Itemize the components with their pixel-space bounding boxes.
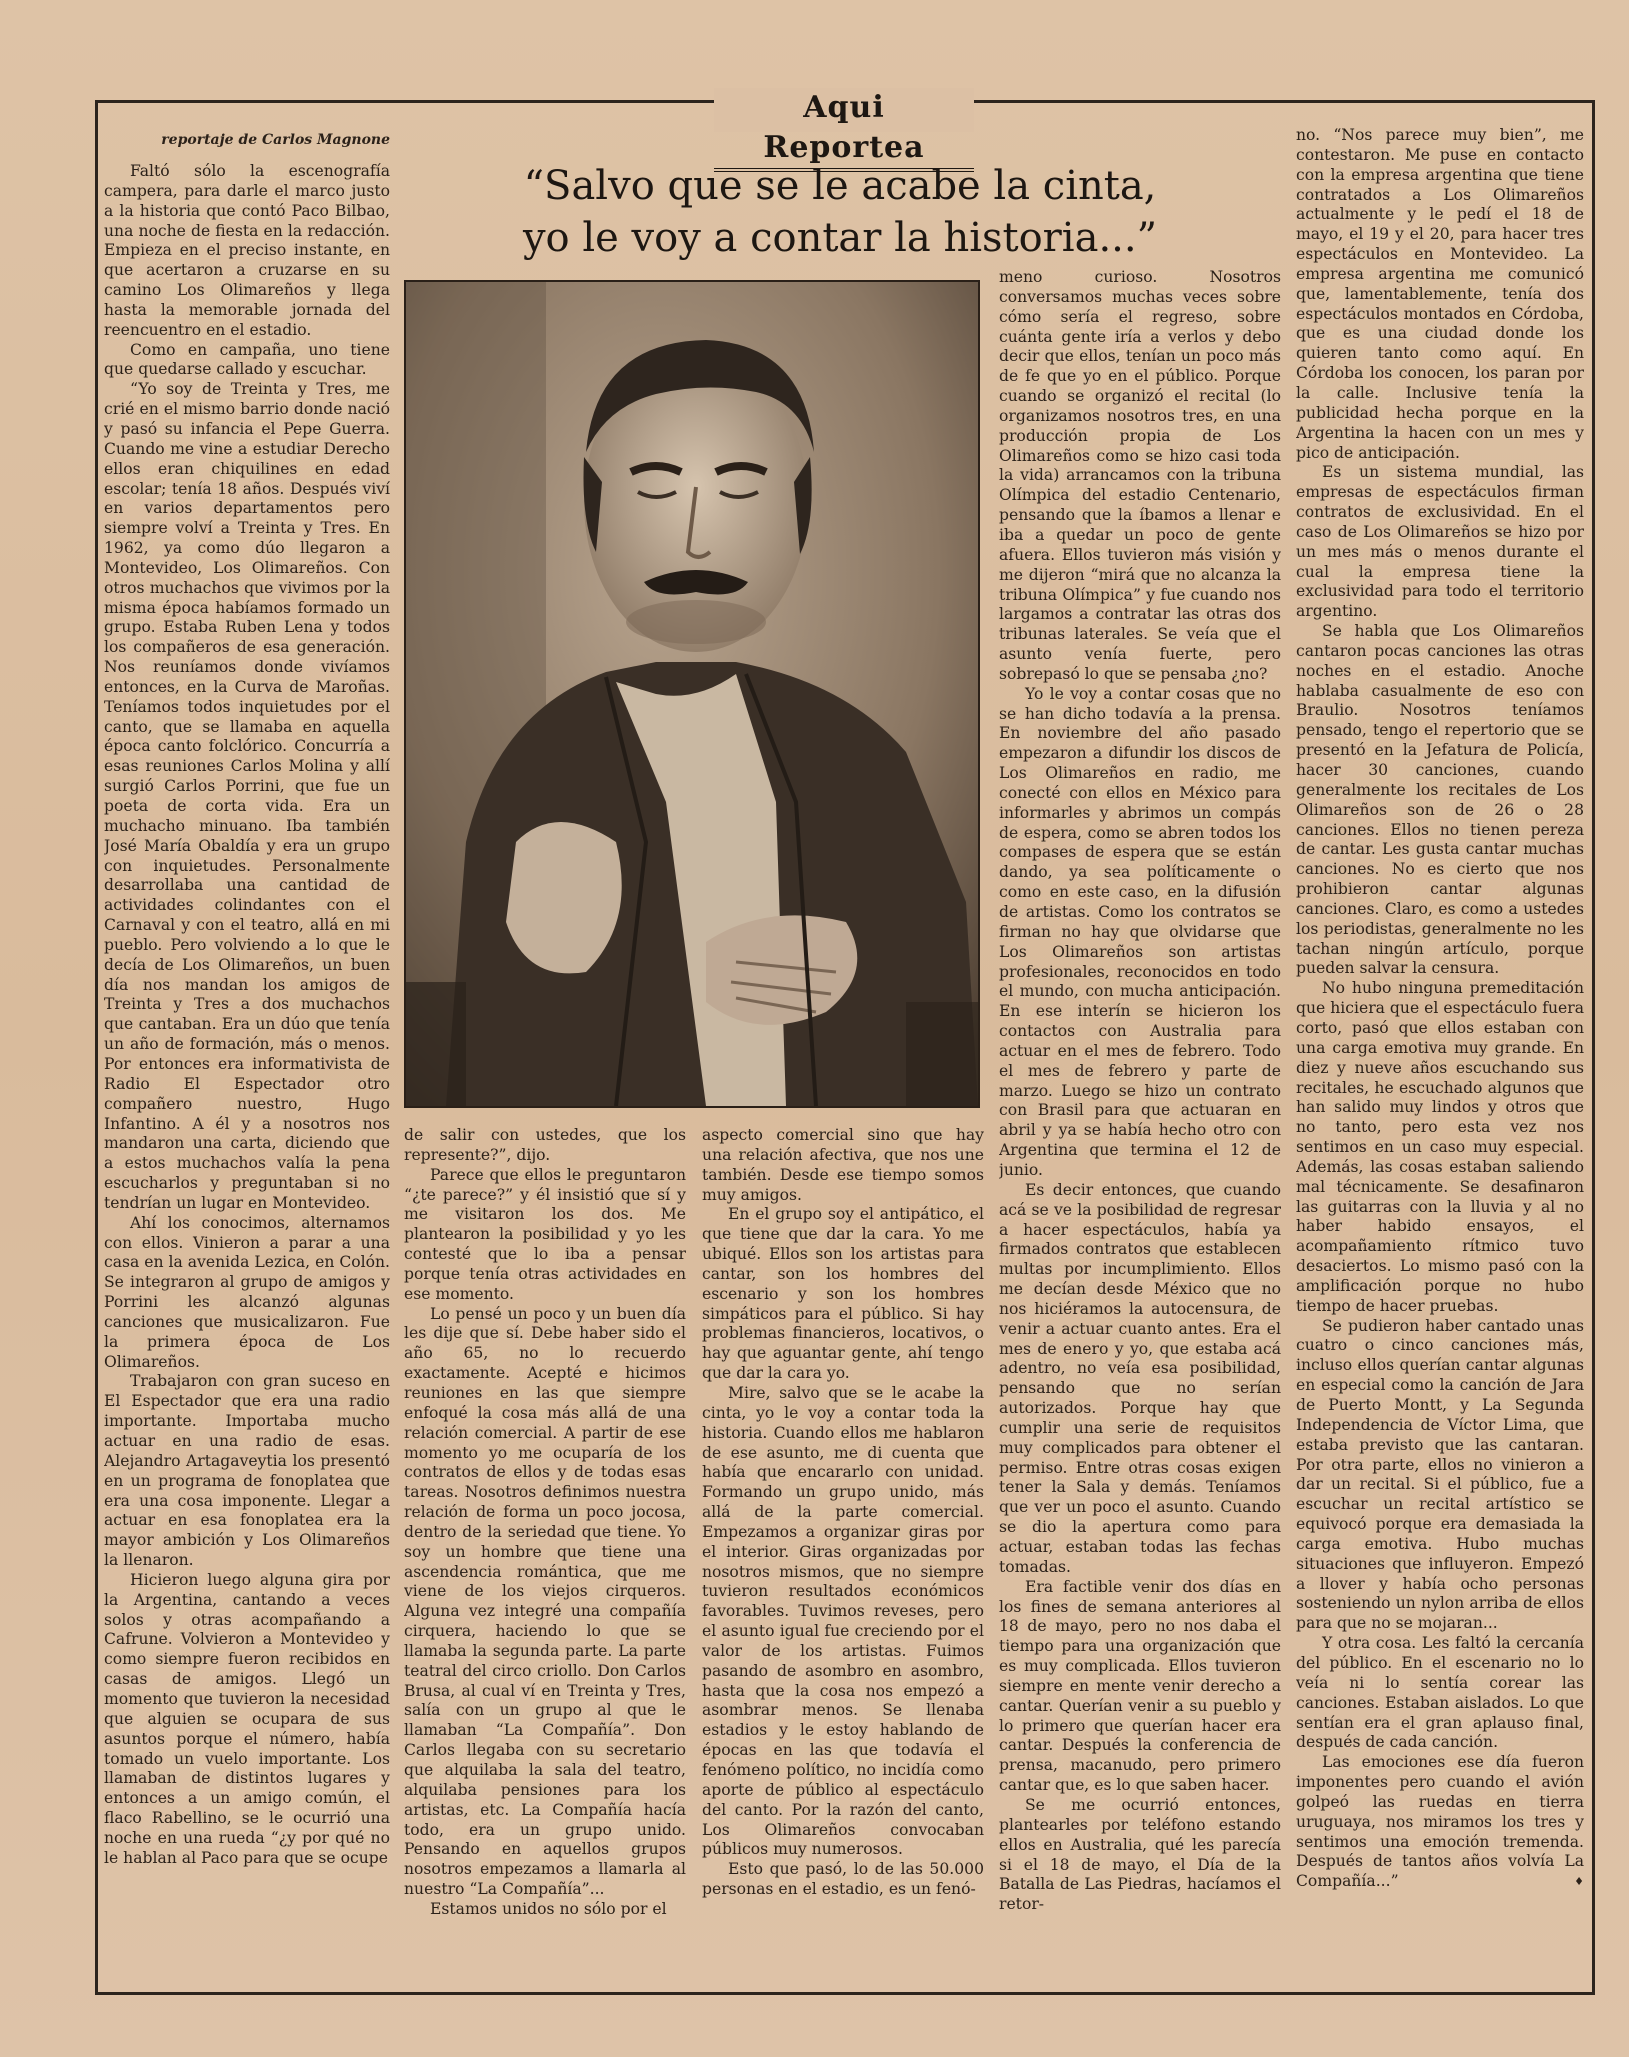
paragraph: no. “Nos parece muy bien”, me contestaron. Me puse en contacto con la empresa argentina que tiene contratados a Los Olimareños actualmente y le pedí el 18 de mayo, el 19 y el 20, para hacer tres espectáculos en Montevideo. La empresa argentina me comunicó que, lamentablemente, tenía dos espectáculos montados en Córdoba, que es una ciudad donde los quieren tanto como aquí. En Córdoba los conocen, los paran por la calle. Inclusive tenía la publicidad hecha porque en la Argentina la hacen con un mes y pico de anticipación. — [1296, 126, 1584, 462]
paragraph: “Yo soy de Treinta y Tres, me crié en el mismo barrio donde nació y pasó su infancia el Pepe Guerra. Cuando me vine a estudiar Derecho ellos eran chiquilines en edad escolar; tenía 18 años. Después viví en varios departamentos pero siempre volví a Treinta y Tres. En 1962, ya como dúo llegaron a Montevideo, Los Olimareños. Con otros muchachos que vivimos por la misma época habíamos formado un grupo. Estaba Ruben Lena y todos los compañeros de esa generación. Nos reuníamos donde vivíamos entonces, en la Curva de Maroñas. Teníamos todos inquietudes por el canto, que se llamaba en aquella época canto folclórico. Concurría a esas reuniones Carlos Molina y allí surgió Carlos Porrini, que fue un poeta de corta vida. Era un muchacho minuano. Iba también José María Obaldía y era un grupo con inquietudes. Personalmente desarrollaba una cantidad de actividades colindantes con el Carnaval y con el teatro, allá en mi pueblo. Pero volviendo a lo que le decía de Los Olimareños, un buen día nos mandan los amigos de Treinta y Tres a dos muchachos que cantaban. Era un dúo que tenía un año de formación, más o menos. Por entonces era informativista de Radio El Espectador otro compañero nuestro, Hugo Infantino. A él y a nosotros nos mandaron una carta, diciendo que a estos muchachos valía la pena escucharlos y preguntaban si no tendrían un lugar en Montevideo. — [104, 380, 390, 1212]
paragraph: Hicieron luego alguna gira por la Argentina, cantando a veces solos y otras acompañando a Cafrune. Volvieron a Montevideo y como siempre fueron recibidos en casas de amigos. Llegó un momento que tuvieron la necesidad que alguien se ocupara de sus asuntos porque el número, había tomado un vuelo importante. Los llamaban de distintos lugares y entonces a un amigo común, el flaco Rabellino, se le ocurrió una noche en una rueda “¿y por qué no le hablan al Paco para que se ocupe — [104, 1570, 390, 1867]
paragraph: Es decir entonces, que cuando acá se ve la posibilidad de regresar a hacer espectáculos, había ya firmados contratos que establecen multas por incumplimiento. Ellos me decían desde México que no nos hiciéramos la autocensura, de venir a actuar cuanto antes. Era el mes de enero y yo, que estaba acá adentro, no veía esa posibilidad, pensando que no serían autorizados. Porque hay que cumplir una serie de requisitos muy complicados para obtener el permiso. Entre otras cosas exigen tener la Sala y demás. Teníamos que ver un poco el asunto. Cuando se dio la apertura como para actuar, estaban todas las fechas tomadas. — [999, 1180, 1281, 1576]
closing-paragraph-text: Las emociones ese día fueron imponentes pero cuando el avión golpeó las ruedas en tierra uruguaya, nos miramos los tres y sentimos una emoción tremenda. Después de tantos años volvía La Compañía...” — [1296, 1753, 1584, 1891]
paragraph: En el grupo soy el antipático, el que tiene que dar la cara. Yo me ubiqué. Ellos son los artistas para cantar, son los hombres del escenario y son los hombres simpáticos para el público. Si hay problemas financieros, locativos, o hay que aguantar gente, ahí tengo que dar la cara yo. — [702, 1205, 984, 1383]
paragraph: Parece que ellos le preguntaron “¿te parece?” y él insistió que sí y me visitaron los dos. Me plantearon la posibilidad y yo les contesté que lo iba a pensar porque tenía otras actividades en ese momento. — [404, 1165, 686, 1303]
article-column-2 — [404, 1126, 686, 1984]
paragraph: Esto que pasó, lo de las 50.000 personas en el estadio, es un fenó- — [702, 1860, 984, 1899]
paragraph: Lo pensé un poco y un buen día les dije que sí. Debe haber sido el año 65, no lo recuerdo exactamente. Acepté e hicimos reuniones en las que siempre enfoqué la cosa más allá de una relación comercial. A partir de ese momento yo me ocuparía de los contratos de ellos y de todas esas tareas. Nosotros definimos nuestra relación de forma un poco jocosa, dentro de la seriedad que tiene. Yo soy un hombre que tiene una ascendencia romántica, que me viene de los viejos cirqueros. Alguna vez integré una compañía cirquera, haciendo lo que se llamaba la segunda parte. La parte teatral del circo criollo. Don Carlos Brusa, al cual ví en Treinta y Tres, salía con un grupo al que le llamaban “La Compañía”. Don Carlos llegaba con su secretario que alquilaba la sala del teatro, alquilaba pensiones para los artistas, etc. La Compañía hacía todo, era un grupo unido. Pensando en aquellos grupos nosotros empezamos a llamarla al nuestro “La Compañía”... — [404, 1304, 686, 1899]
paragraph: aspecto comercial sino que hay una relación afectiva, que nos une también. Desde ese tiempo somos muy amigos. — [702, 1126, 984, 1204]
paragraph: de salir con ustedes, que los represente?”, dijo. — [404, 1126, 686, 1164]
end-mark-icon: ♦ — [1574, 1875, 1584, 1889]
paragraph: Faltó sólo la escenografía campera, para darle el marco justo a la historia que contó Paco Bilbao, una noche de fiesta en la redacción. Empieza en el preciso instante, en que acertaron a cruzarse en su camino Los Olimareños y llega hasta la memorable jornada del reencuentro en el estadio. — [104, 162, 390, 339]
article-column-4 — [999, 268, 1281, 1984]
portrait-illustration — [406, 282, 978, 1106]
paragraph: Estamos unidos no sólo por el — [430, 1899, 667, 1918]
headline-line-2: yo le voy a contar la historia...” — [522, 215, 1158, 261]
paragraph: Era factible venir dos días en los fines de semana anteriores al 18 de mayo, pero no nos daba el tiempo para una organización que es muy complicada. Ellos tuvieron siempre en mente venir derecho a cantar. Querían venir a su pueblo y lo primero que querían hacer era cantar. Después la conferencia de prensa, macanudo, pero primero cantar que, es lo que saben hacer. — [999, 1577, 1281, 1795]
paragraph: Yo le voy a contar cosas que no se han dicho todavía a la prensa. En noviembre del año pasado empezaron a difundir los discos de Los Olimareños en radio, me conecté con ellos en México para informarles y abrimos un compás de espera, como se abren todos los compases de espera que se están dando, ya sea políticamente o como en este caso, en la difusión de artistas. Como los contratos se firman no hay que olvidarse que Los Olimareños son artistas profesionales, reconocidos en todo el mundo, con mucha anticipación. En ese interín se hicieron los contactos con Australia para actuar en el mes de febrero. Todo el mes de febrero y parte de marzo. Luego se hizo un contrato con Brasil para que actuaran en abril y ya se había hecho otro con Argentina que termina el 12 de junio. — [999, 684, 1281, 1179]
article-column-1 — [104, 162, 390, 1982]
paragraph: Mire, salvo que se le acabe la cinta, yo le voy a contar toda la historia. Cuando ellos me hablaron de ese asunto, me di cuenta que había que encararlo con unidad. Formando un grupo unido, más allá de la parte comercial. Empezamos a organizar giras por el interior. Giras organizadas por nosotros mismos, que no siempre tuvieron resultados económicos favorables. Tuvimos reveses, pero el asunto igual fue creciendo por el valor de los artistas. Fuimos pasando de asombro en asombro, hasta que la cosa nos empezó a asombrar menos. Se llenaba estadios y le estoy hablando de épocas en las que todavía el fenómeno político, no incidía como aporte de público al espectáculo del canto. Por la razón del canto, Los Olimareños convocaban públicos muy numerosos. — [702, 1383, 984, 1859]
section-masthead — [714, 88, 974, 165]
paragraph: Y otra cosa. Les faltó la cercanía del público. En el escenario no lo veía ni lo sentía corear las canciones. Estaban aislados. Lo que sentían era el gran aplauso final, después de cada canción. — [1296, 1634, 1584, 1752]
portrait-photo — [404, 280, 980, 1108]
paragraph: Se pudieron haber cantado unas cuatro o cinco canciones más, incluso ellos querían cantar algunas en especial como la canción de Jara de Puerto Montt, y La Segunda Independencia de Víctor Lima, que estaba previsto que las cantaran. Por otra parte, ellos no vinieron a dar un recital. Si el público, fue a escuchar un recital artístico se equivocó porque era demasiada la carga emotiva. Hubo muchas situaciones que influyeron. Empezó a llover y había ocho personas sosteniendo un nylon arriba de ellos para que no se mojaran... — [1296, 1316, 1584, 1633]
paragraph — [1296, 1753, 1584, 1892]
paragraph: Como en campaña, uno tiene que quedarse callado y escuchar. — [104, 340, 390, 379]
paragraph: Se me ocurrió entonces, plantearles por teléfono estando ellos en Australia, qué les parecía si el 18 de mayo, el Día de la Batalla de Las Piedras, hacíamos el retor- — [999, 1795, 1281, 1914]
paragraph: Trabajaron con gran suceso en El Espectador que era una radio importante. Importaba mucho actuar en una radio de esas. Alejandro Artagaveytia los presentó en un programa de fonoplatea que era una cosa imponente. Llegar a actuar en esa fonoplatea era la mayor ambición y Los Olimareños la llenaron. — [104, 1372, 390, 1570]
headline-line-1: “Salvo que se le acabe la cinta, — [523, 163, 1157, 209]
masthead-title: Aqui Reportea — [714, 88, 974, 172]
article-column-5 — [1296, 126, 1584, 1984]
paragraph: Ahí los conocimos, alternamos con ellos. Vinieron a parar a una casa en la avenida Lezica, en Colón. Se integraron al grupo de amigos y Porrini les alcanzó algunas canciones que musicalizaron. Fue la primera época de Los Olimareños. — [104, 1213, 390, 1371]
paragraph: meno curioso. Nosotros conversamos muchas veces sobre cómo sería el regreso, sobre cuánta gente iría a verlos y debo decir que ellos, tenían un poco más de fe que yo en el público. Porque cuando se organizó el recital (lo organizamos nosotros tres, en una producción propia de Los Olimareños como se hizo casi toda la vida) arrancamos con la tribuna Olímpica del estadio Centenario, pensando que la íbamos a llenar e iba a quedar un poco de gente afuera. Ellos tuvieron más visión y me dijeron “mirá que no alcanza la tribuna Olímpica” y fue cuando nos largamos a contratar las otras dos tribunas laterales. Se veía que el asunto venía fuerte, pero sobrepasó lo que se pensaba ¿no? — [999, 268, 1281, 683]
headline — [400, 160, 1280, 264]
paragraph: Se habla que Los Olimareños cantaron pocas canciones las otras noches en el estadio. Anoche hablaba casualmente de eso con Braulio. Nosotros teníamos pensado, tengo el repertorio que se presentó en la Jefatura de Policía, hacer 30 canciones, cuando generalmente los recitales de Los Olimareños son de 26 o 28 canciones. Ellos no tienen pereza de cantar. Les gusta cantar muchas canciones. No es cierto que nos prohibieron cantar algunas canciones. Claro, es como a ustedes los periodistas, generalmente no les tachan ningún artículo, porque pueden salvar la censura. — [1296, 622, 1584, 978]
article-column-3 — [702, 1126, 984, 1984]
byline: reportaje de Carlos Magnone — [161, 132, 390, 148]
paragraph: Es un sistema mundial, las empresas de espectáculos firman contratos de exclusividad. En el caso de Los Olimareños se hizo por un mes más o menos durante el cual la empresa tiene la exclusividad para todo el territorio argentino. — [1296, 463, 1584, 621]
paragraph: No hubo ninguna premeditación que hiciera que el espectáculo fuera corto, pasó que ellos estaban con una carga emotiva muy grande. En diez y nueve años escuchando sus recitales, he escuchado algunos que han salido muy lindos y otros que no tanto, pero esta vez nos sentimos en un caso muy especial. Además, las cosas estaban saliendo mal técnicamente. Se desafinaron las guitarras con la lluvia y al no haber habido ensayos, el acompañamiento rítmico tuvo desaciertos. Lo mismo pasó con la amplificación porque no hubo tiempo de hacer pruebas. — [1296, 979, 1584, 1315]
